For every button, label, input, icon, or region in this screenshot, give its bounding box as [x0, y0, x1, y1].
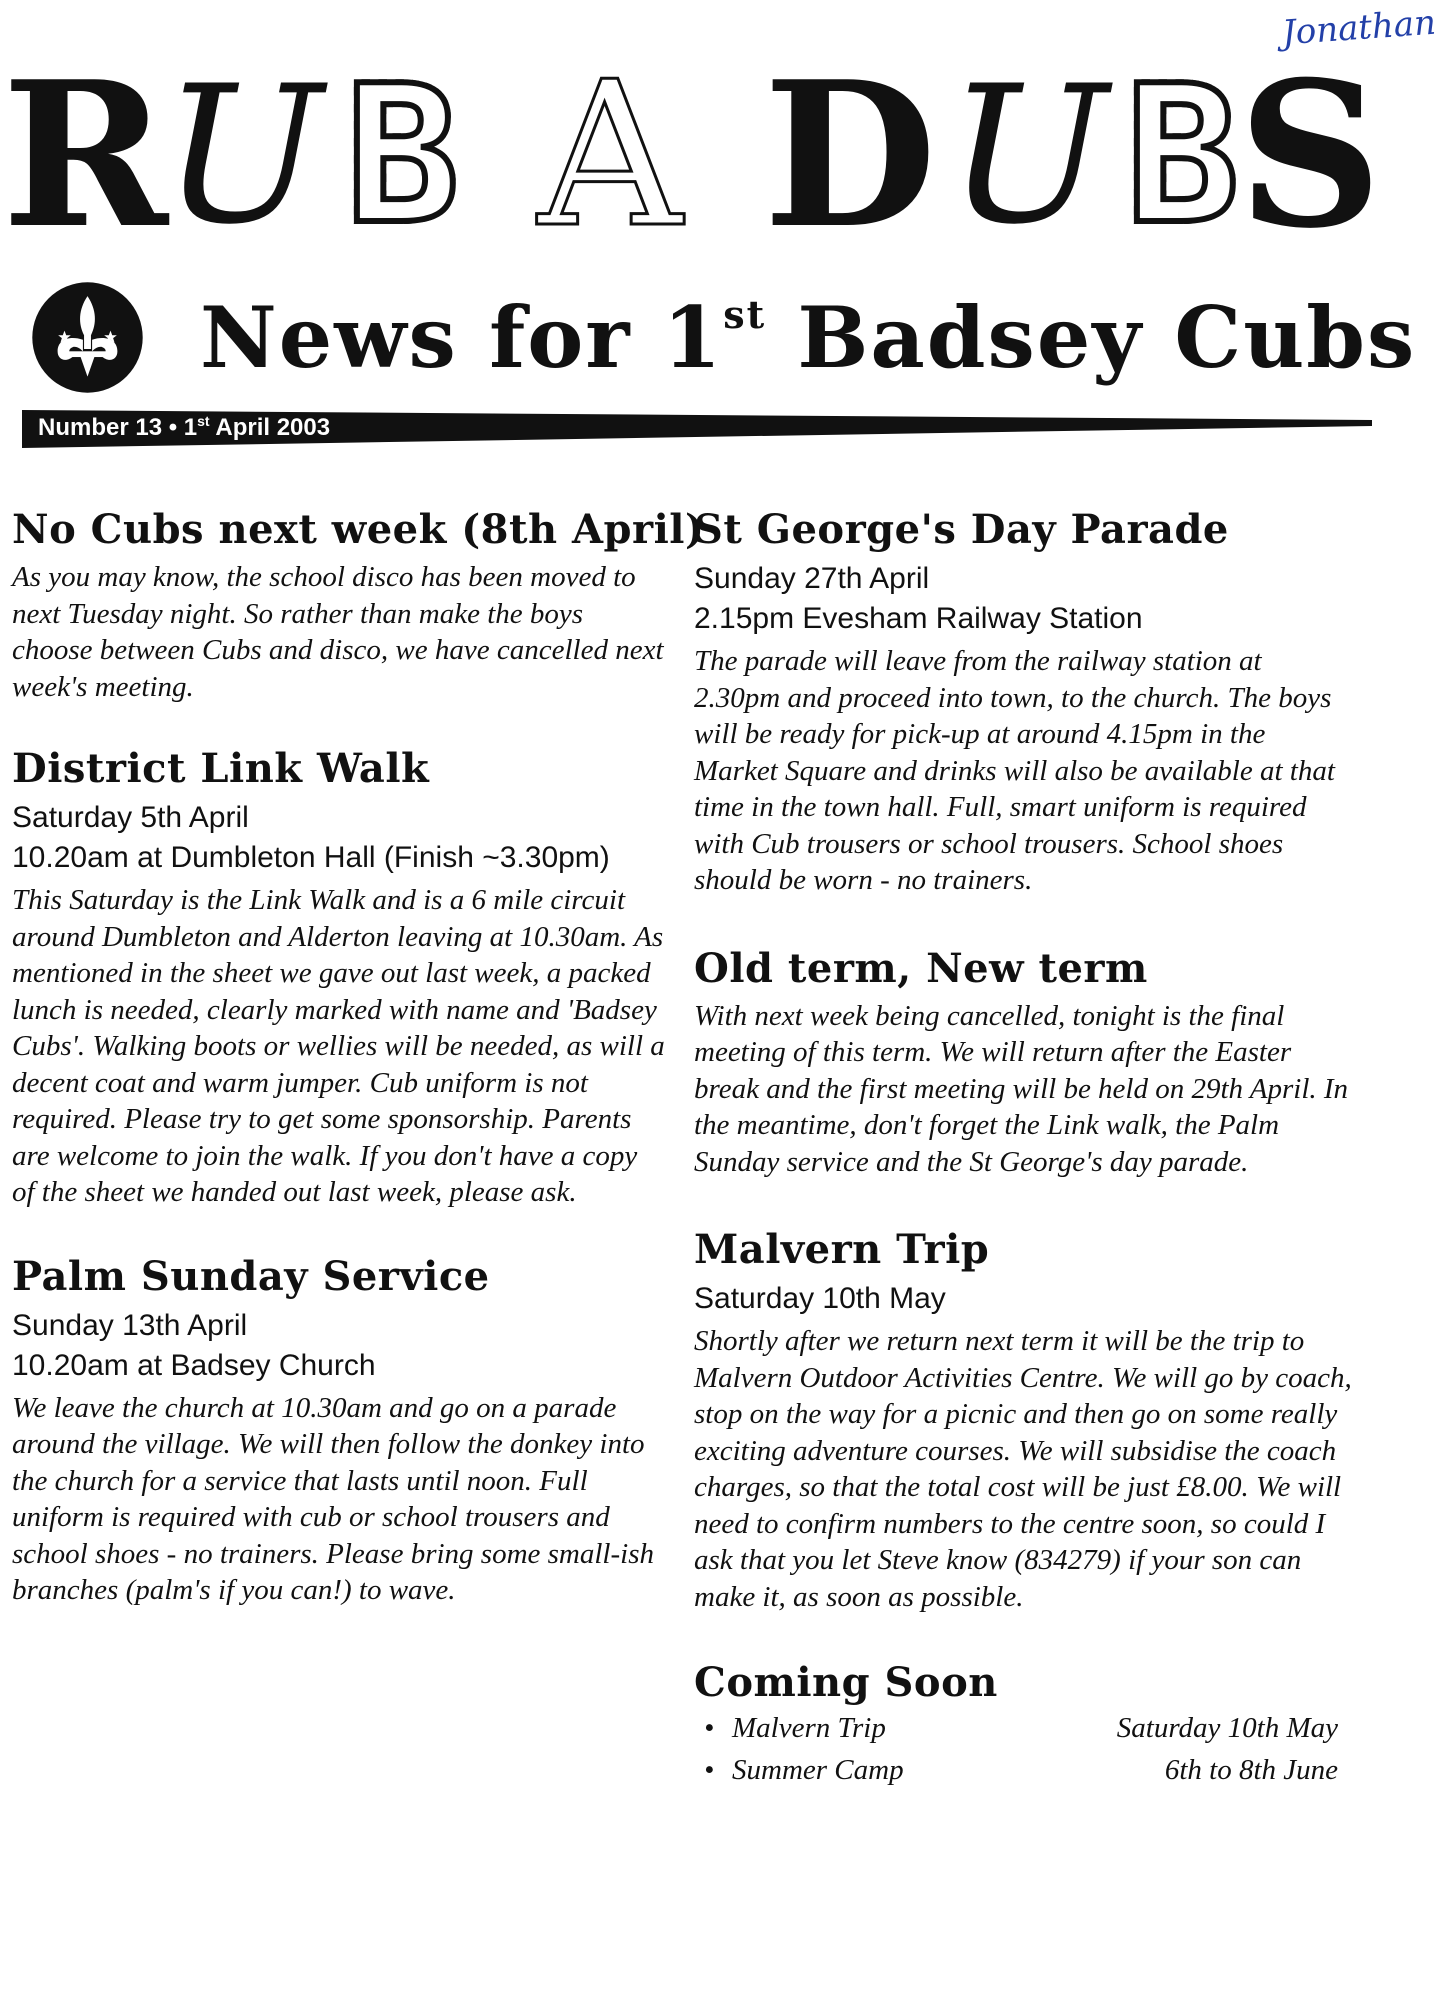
article-st-george [694, 506, 1354, 899]
article-body: The parade will leave from the railway station at 2.30pm and proceed into town, to the church. The boys will be ready for pick-up at around 4.15pm in the Market Square and drinks will also be available at that time in the town hall. Full, smart uniform is required with Cub trousers or school trousers. School shoes should be worn - no trainers. [694, 645, 1335, 896]
right-column [694, 506, 1354, 1840]
article-date-line: Saturday 5th April [12, 801, 249, 834]
article-time-line: 10.20am at Badsey Church [12, 1348, 376, 1382]
list-item [694, 1712, 1354, 1754]
list-item [694, 1754, 1354, 1796]
masthead-letter-a [525, 38, 695, 272]
masthead-letter-s [1237, 37, 1383, 273]
article-time-line: 2.15pm Evesham Railway Station [694, 602, 1143, 635]
masthead [1, 37, 1383, 273]
scout-fleur-de-lis-icon [30, 280, 145, 395]
masthead-letter-text: B [345, 44, 460, 266]
event-date: Saturday 10th May [1116, 1712, 1338, 1744]
event-name: Summer Camp [732, 1754, 904, 1786]
issue-number-date [38, 413, 330, 442]
subtitle-row [30, 270, 1417, 400]
masthead-letter-u2 [945, 44, 1110, 266]
article-no-cubs [12, 506, 705, 705]
left-column [12, 506, 705, 1653]
masthead-letter-text: U [162, 44, 323, 266]
article-malvern [694, 1226, 1354, 1615]
article-heading: Malvern Trip [694, 1226, 990, 1273]
masthead-letter-b [340, 44, 465, 266]
subtitle-tail: Badsey Cubs [766, 288, 1417, 387]
event-name: Malvern Trip [732, 1712, 886, 1744]
issue-ordinal: st [197, 413, 210, 429]
issue-bar [22, 408, 1372, 448]
masthead-letter-text: D [763, 37, 937, 273]
masthead-letter-text: S [1237, 37, 1383, 273]
article-heading: Old term, New term [694, 944, 1148, 992]
masthead-letter-u [160, 44, 325, 266]
article-heading: District Link Walk [12, 745, 430, 792]
article-date-line: Saturday 10th May [694, 1282, 946, 1315]
article-body: As you may know, the school disco has been moved to next Tuesday night. So rather than make the boys choose between Cubs and disco, we have cancelled next week's meeting. [12, 561, 664, 703]
article-link-walk [12, 745, 667, 1211]
article-date-line: Sunday 13th April [12, 1308, 248, 1342]
issue-date: April 2003 [209, 414, 331, 441]
masthead-letter-text: B [1125, 44, 1240, 266]
bullet-icon: • [704, 1712, 715, 1744]
article-body: Shortly after we return next term it will be the trip to Malvern Outdoor Activities Centre. We will go by coach, stop on the way for a picnic and then go on some really exciting adventure courses. We will subsidise the coach charges, so that the total cost will be just £8.00. We will need to confirm numbers to the centre soon, so could I ask that you let Steve know (834279) if your son can make it, as soon as possible. [694, 1325, 1352, 1613]
article-heading: Palm Sunday Service [12, 1252, 490, 1300]
subtitle-lead: News for 1 [200, 288, 724, 387]
masthead-letter-text: U [947, 44, 1108, 266]
masthead-letter-b2 [1120, 44, 1245, 266]
article-body: We leave the church at 10.30am and go on a parade around the village. We will then follow the donkey into the church for a service that lasts until noon. Full uniform is required with cub or school trousers and school shoes - no trainers. Please bring some small-ish branches (palm's if you can!) to wave. [12, 1391, 654, 1606]
subtitle-ordinal: st [723, 292, 767, 337]
article-heading: No Cubs next week (8th April) [12, 506, 705, 553]
article-body: This Saturday is the Link Walk and is a 6 mile circuit around Dumbleton and Alderton leaving at 10.30am. As mentioned in the sheet we gave out last week, a packed lunch is needed, clearly marked with name and 'Badsey Cubs'. Walking boots or wellies will be needed, as will a decent coat and warm jumper. Cub uniform is not required. Please try to get some sponsorship. Parents are welcome to join the walk. If you don't have a copy of the sheet we handed out last week, please ask. [12, 884, 665, 1208]
article-palm-sunday [12, 1253, 667, 1609]
article-body: With next week being cancelled, tonight is the final meeting of this term. We will return after the Easter break and the first meeting will be held on 29th April. In the meantime, don't forget the Link walk, the Palm Sunday service and the St George's day parade. [694, 999, 1349, 1178]
masthead-letter-text: R [1, 37, 169, 273]
masthead-letter-text: A [537, 38, 683, 272]
article-term [694, 945, 1354, 1181]
coming-soon [694, 1659, 1354, 1796]
event-date: 6th to 8th June [1164, 1754, 1338, 1786]
article-time-line: 10.20am at Dumbleton Hall (Finish ~3.30pm) [12, 841, 610, 874]
issue-label: Number 13 • 1 [38, 414, 198, 441]
masthead-letter-r [1, 37, 169, 273]
newsletter-subtitle [200, 288, 1416, 387]
bullet-icon: • [704, 1754, 715, 1786]
article-heading: St George's Day Parade [694, 506, 1229, 553]
handwritten-name: Jonathan [1280, 2, 1438, 54]
coming-soon-heading: Coming Soon [694, 1659, 998, 1706]
article-date-line: Sunday 27th April [694, 562, 930, 595]
masthead-letter-d [763, 37, 937, 273]
